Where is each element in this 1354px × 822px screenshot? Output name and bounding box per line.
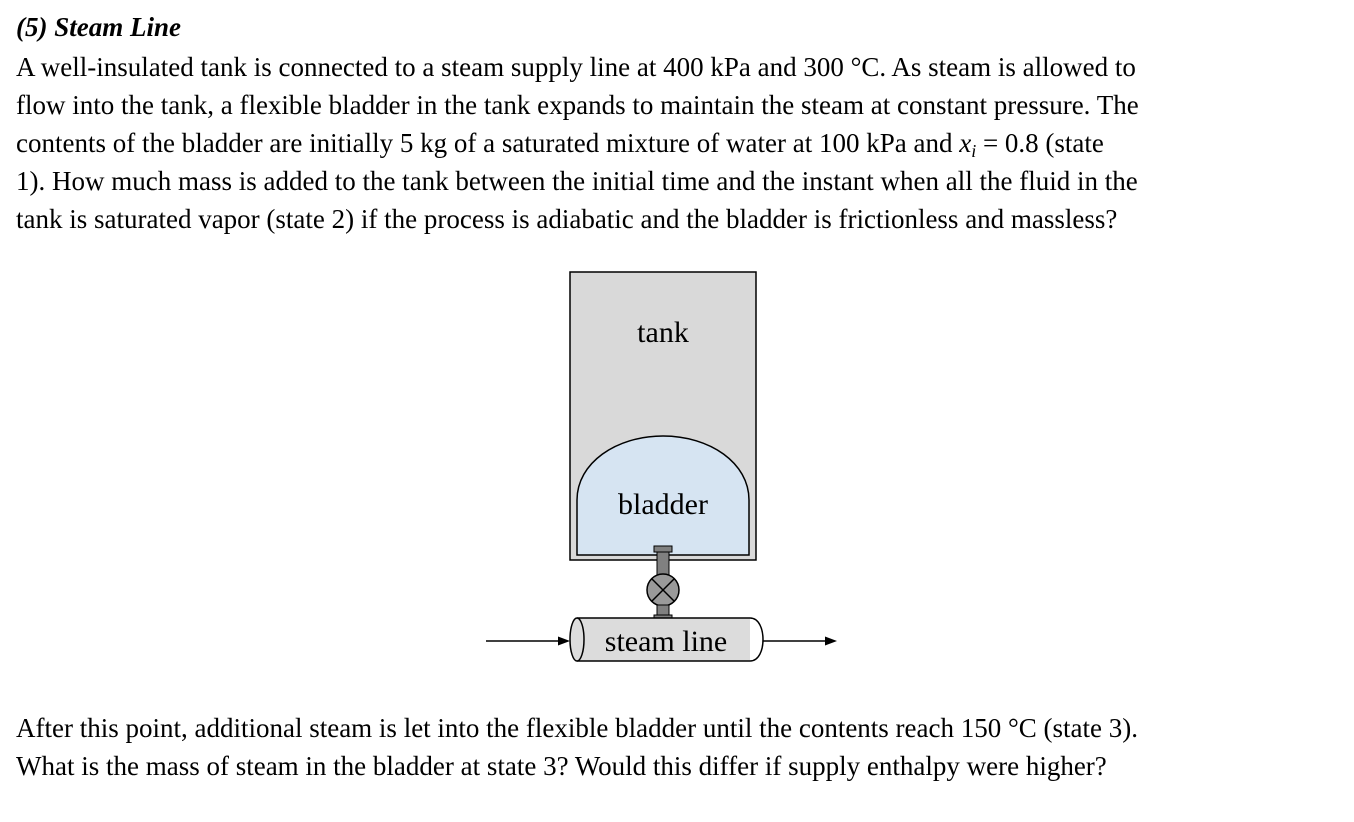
steam-line-label: steam line	[604, 625, 728, 658]
tank-diagram-svg	[480, 268, 850, 668]
paragraph-1-line-1: A well-insulated tank is connected to a steam supply line at 400 kPa and 300 °C. As steam is allowed to	[16, 52, 1136, 82]
outlet-arrow-icon	[763, 637, 837, 646]
quality-variable-symbol: x	[959, 128, 972, 158]
tank-diagram	[480, 268, 850, 668]
valve-stem-upper-flange	[654, 546, 672, 552]
problem-paragraph-1	[16, 48, 1139, 238]
paragraph-1-line-3-text: contents of the bladder are initially 5 kg of a saturated mixture of water at 100 kPa and	[16, 128, 960, 158]
paragraph-1-line-3-tail: = 0.8 (state	[976, 128, 1104, 158]
tank-label: tank	[637, 316, 689, 349]
paragraph-1-line-2: flow into the tank, a flexible bladder in the tank expands to maintain the steam at constant pressure. The	[16, 90, 1139, 120]
paragraph-1-line-3	[16, 124, 1139, 162]
problem-paragraph-2	[16, 709, 1138, 785]
valve-icon	[647, 574, 679, 606]
problem-heading: (5) Steam Line	[16, 12, 181, 42]
paragraph-1-line-5: tank is saturated vapor (state 2) if the process is adiabatic and the bladder is frictionless and massless?	[16, 204, 1118, 234]
valve-stem-upper	[657, 552, 669, 576]
paragraph-1-line-4: 1). How much mass is added to the tank between the initial time and the instant when all the fluid in the	[16, 166, 1138, 196]
quality-variable	[959, 128, 977, 161]
quality-variable-subscript: i	[971, 141, 977, 161]
paragraph-2-line-2: What is the mass of steam in the bladder at state 3? Would this differ if supply enthalpy were higher?	[16, 751, 1107, 781]
paragraph-2-line-1: After this point, additional steam is let into the flexible bladder until the contents reach 150 °C (state 3).	[16, 713, 1139, 743]
bladder-label: bladder	[618, 488, 708, 521]
inlet-arrow-icon	[486, 637, 570, 646]
